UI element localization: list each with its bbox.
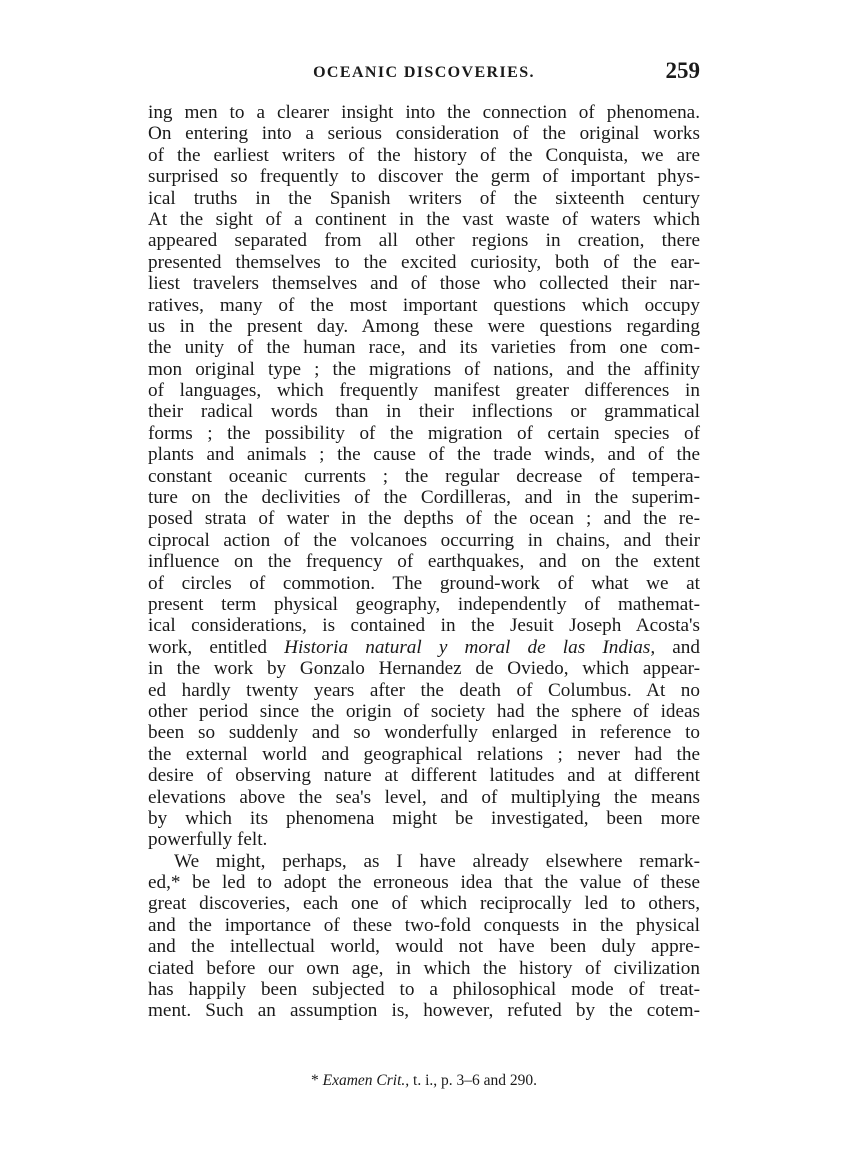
text-line: their radical words than in their inflections or grammatical bbox=[148, 401, 700, 423]
text-line: ing men to a clearer insight into the connection of phenomena. bbox=[148, 102, 700, 123]
text-line: ed,* be led to adopt the erroneous idea that the value of these bbox=[148, 872, 700, 894]
text-line: been so suddenly and so wonderfully enlarged in reference to bbox=[148, 722, 700, 744]
text-line: the external world and geographical relations ; never had the bbox=[148, 743, 700, 765]
footnote-work: Examen Crit., bbox=[322, 1072, 410, 1089]
text-line: At the sight of a continent in the vast waste of waters which bbox=[148, 208, 700, 230]
body-text bbox=[148, 102, 700, 1022]
text-line: ed hardly twenty years after the death of Columbus. At no bbox=[148, 679, 700, 701]
text-line: appeared separated from all other regions in creation, there bbox=[148, 230, 700, 252]
text-line: influence on the frequency of earthquakes, and on the extent bbox=[148, 551, 700, 573]
text-line: liest travelers themselves and of those who collected their nar- bbox=[148, 273, 700, 295]
text-line: ment. Such an assumption is, however, refuted by the cotem- bbox=[148, 1000, 700, 1022]
text-line: ture on the declivities of the Cordilleras, and in the superim- bbox=[148, 487, 700, 509]
running-title: OCEANIC DISCOVERIES. bbox=[313, 64, 535, 81]
text-line: in the work by Gonzalo Hernandez de Oviedo, which appear- bbox=[148, 658, 700, 680]
footnote-marker: * bbox=[310, 1072, 319, 1089]
text-line: ciprocal action of the volcanoes occurring in chains, and their bbox=[148, 529, 700, 551]
text-line: constant oceanic currents ; the regular decrease of tempera- bbox=[148, 465, 700, 487]
text-line: posed strata of water in the depths of the ocean ; and the re- bbox=[148, 508, 700, 530]
text-line: has happily been subjected to a philosophical mode of treat- bbox=[148, 979, 700, 1001]
footnote bbox=[148, 1071, 700, 1091]
text-line: great discoveries, each one of which reciprocally led to others, bbox=[148, 893, 700, 915]
text-line: powerfully felt. bbox=[148, 829, 268, 851]
text-line: ical truths in the Spanish writers of the sixteenth century bbox=[148, 187, 700, 209]
text-line: us in the present day. Among these were questions regarding bbox=[148, 315, 700, 337]
text-line: presented themselves to the excited curiosity, both of the ear- bbox=[148, 251, 700, 273]
text-line: present term physical geography, independently of mathemat- bbox=[148, 593, 700, 615]
text-line: the unity of the human race, and its varieties from one com- bbox=[148, 337, 700, 359]
text-line: of languages, which frequently manifest greater differences in bbox=[148, 380, 700, 402]
footnote-reference: t. i., p. 3–6 and 290. bbox=[413, 1072, 538, 1089]
text-line: by which its phenomena might be investigated, been more bbox=[148, 807, 700, 829]
text-line: ciated before our own age, in which the history of civilization bbox=[148, 957, 700, 979]
text-line: of circles of commotion. The ground-work of what we at bbox=[148, 572, 700, 594]
text-line: of the earliest writers of the history of the Conquista, we are bbox=[148, 144, 700, 166]
text-line: desire of observing nature at different latitudes and at different bbox=[148, 765, 700, 787]
text-line: other period since the origin of society had the sphere of ideas bbox=[148, 700, 700, 722]
text-line: On entering into a serious consideration of the original works bbox=[148, 123, 700, 145]
running-head bbox=[148, 60, 700, 90]
page-number: 259 bbox=[665, 58, 700, 83]
text-line: mon original type ; the migrations of nations, and the affinity bbox=[148, 358, 700, 380]
text-line: and the importance of these two-fold conquests in the physical bbox=[148, 914, 700, 936]
text-line: and the intellectual world, would not have been duly appre- bbox=[148, 936, 700, 958]
text-line: ical considerations, is contained in the Jesuit Joseph Acosta's bbox=[148, 615, 700, 637]
text-line: We might, perhaps, as I have already elsewhere remark- bbox=[174, 850, 700, 872]
text-line-with-italic-title: work, entitled Historia natural y moral de las Indias, and bbox=[148, 636, 700, 658]
text-line: ratives, many of the most important questions which occupy bbox=[148, 294, 700, 316]
text-line: surprised so frequently to discover the germ of important phys- bbox=[148, 166, 700, 188]
italic-book-title: Historia natural y moral de las Indias, bbox=[284, 636, 656, 658]
text-line: forms ; the possibility of the migration of certain species of bbox=[148, 422, 700, 444]
text-line: elevations above the sea's level, and of multiplying the means bbox=[148, 786, 700, 808]
text-line: plants and animals ; the cause of the trade winds, and of the bbox=[148, 444, 700, 466]
